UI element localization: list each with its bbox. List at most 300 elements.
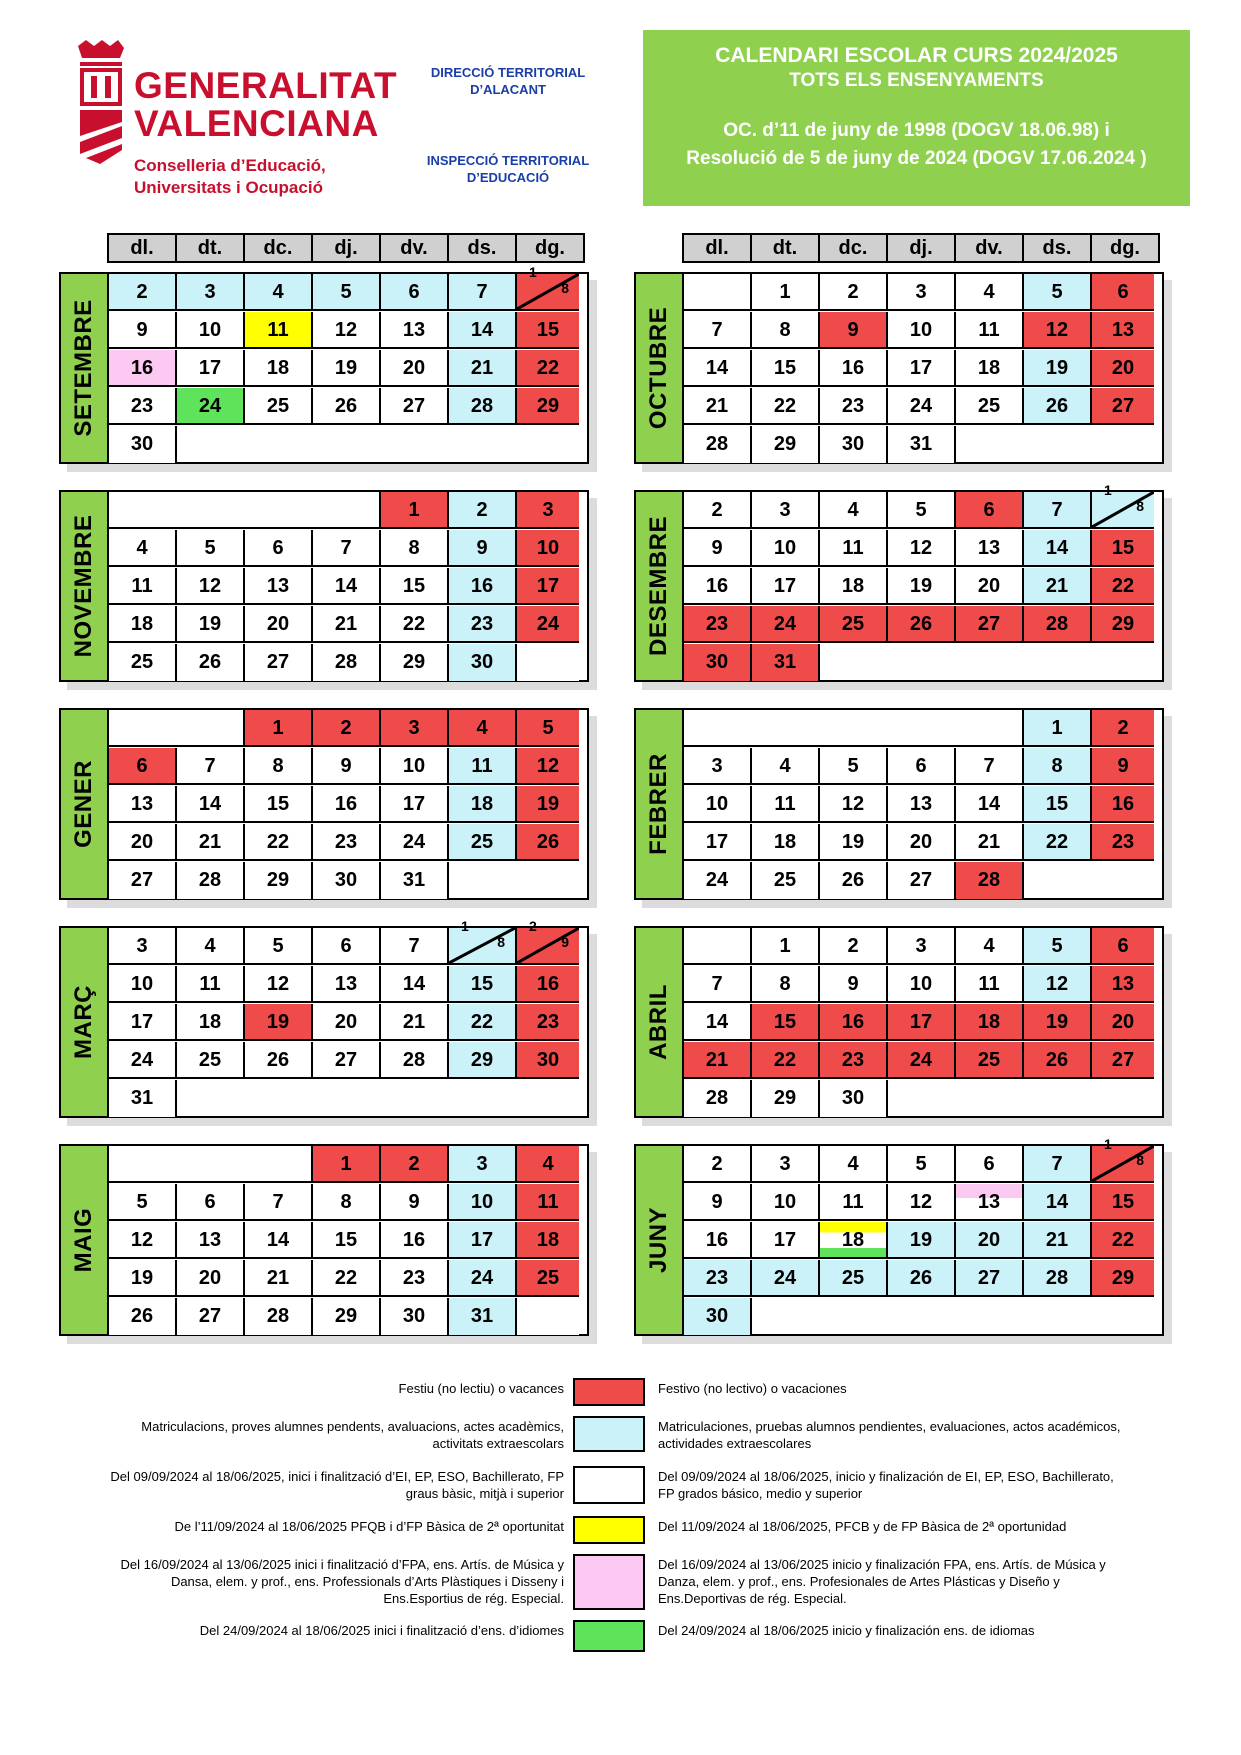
day-cell: 4 xyxy=(820,1146,888,1183)
day-cell: 20 xyxy=(888,824,956,861)
day-cell: 15 xyxy=(1092,530,1154,567)
day-cell: 17 xyxy=(381,786,449,823)
calendar-title: CALENDARI ESCOLAR CURS 2024/2025 xyxy=(715,44,1118,67)
day-cell: 4 xyxy=(956,274,1024,311)
weekday-0: dl. xyxy=(684,235,752,261)
day-cell: 21 xyxy=(245,1260,313,1297)
day-cell: 14 xyxy=(449,312,517,349)
day-cell: 27 xyxy=(956,1260,1024,1297)
day-cell: 28 xyxy=(313,644,381,681)
legend-text-spanish: Matriculaciones, pruebas alumnos pendientes, evaluaciones, actos académicos, actividades extraescolares xyxy=(658,1419,1121,1451)
day-cell: 24 xyxy=(109,1042,177,1079)
day-cell: 3 xyxy=(177,274,245,311)
weekday-0: dl. xyxy=(109,235,177,261)
inspeccio-line1: INSPECCIÓ TERRITORIAL xyxy=(426,153,590,168)
day-cell: 12 xyxy=(313,312,381,349)
day-cell: 3 xyxy=(684,748,752,785)
month-days-grid xyxy=(682,1136,1164,1336)
month-days-grid xyxy=(107,918,589,1118)
month-days-grid xyxy=(682,272,1164,464)
day-cell: 7 xyxy=(313,530,381,567)
day-cell: 11 xyxy=(752,786,820,823)
day-cell xyxy=(517,918,579,965)
day-cell: 20 xyxy=(177,1260,245,1297)
split-day-divider xyxy=(1092,492,1154,527)
day-cell: 18 xyxy=(956,1004,1024,1041)
day-cell: 29 xyxy=(313,1298,381,1335)
month-name: ABRIL xyxy=(645,984,672,1060)
day-cell: 23 xyxy=(1092,824,1154,861)
day-cell: 19 xyxy=(888,568,956,605)
legend-swatch-blue xyxy=(573,1416,645,1452)
day-cell: 21 xyxy=(1024,568,1092,605)
day-cell: 17 xyxy=(888,1004,956,1041)
day-cell: 3 xyxy=(752,492,820,529)
day-cell: 15 xyxy=(1092,1184,1154,1221)
split-day-second: 8 xyxy=(497,934,505,950)
day-cell: 11 xyxy=(449,748,517,785)
day-cell: 16 xyxy=(449,568,517,605)
day-cell: 6 xyxy=(313,928,381,965)
empty-days xyxy=(752,1298,1162,1335)
day-cell: 13 xyxy=(1092,312,1154,349)
day-cell: 14 xyxy=(1024,530,1092,567)
month-abril xyxy=(634,926,1164,1118)
month-days-grid xyxy=(682,926,1164,1118)
day-cell: 16 xyxy=(684,568,752,605)
day-cell: 12 xyxy=(245,966,313,1003)
split-day-divider xyxy=(1092,1146,1154,1181)
day-cell: 15 xyxy=(381,568,449,605)
day-cell: 30 xyxy=(313,862,381,899)
day-cell: 20 xyxy=(1092,350,1154,387)
day-cell: 23 xyxy=(313,824,381,861)
day-cell xyxy=(1092,482,1154,529)
day-cell: 10 xyxy=(449,1184,517,1221)
day-cell: 24 xyxy=(684,862,752,899)
day-cell: 20 xyxy=(381,350,449,387)
day-cell: 9 xyxy=(820,966,888,1003)
day-cell: 25 xyxy=(820,1260,888,1297)
day-cell: 1 xyxy=(313,1146,381,1183)
day-cell: 12 xyxy=(517,748,579,785)
day-cell: 7 xyxy=(381,928,449,965)
day-cell: 10 xyxy=(888,966,956,1003)
day-cell: 16 xyxy=(313,786,381,823)
empty-days xyxy=(109,492,381,529)
day-cell: 13 xyxy=(956,1184,1024,1221)
day-cell: 27 xyxy=(177,1298,245,1335)
day-cell: 24 xyxy=(517,606,579,643)
legend-text-valencian: Del 16/09/2024 al 13/06/2025 inici i finalització d’FPA, ens. Artís. de Música y Dansa, elem. y prof., ens. Professionals d’Arts Plàstiques i Disseny i Ens.Esportius de rég. Especial. xyxy=(120,1557,564,1606)
weekday-2: dc. xyxy=(245,235,313,261)
day-cell: 10 xyxy=(381,748,449,785)
day-cell: 1 xyxy=(752,928,820,965)
day-cell: 18 xyxy=(109,606,177,643)
day-cell: 6 xyxy=(109,748,177,785)
split-day-second: 8 xyxy=(561,280,569,296)
day-cell: 19 xyxy=(888,1222,956,1259)
day-cell: 19 xyxy=(313,350,381,387)
legend-text-spanish: Festivo (no lectivo) o vacaciones xyxy=(658,1381,847,1396)
day-cell: 29 xyxy=(245,862,313,899)
day-cell: 27 xyxy=(956,606,1024,643)
month-name: NOVEMBRE xyxy=(70,514,97,658)
empty-days xyxy=(820,644,1162,681)
split-day-divider xyxy=(517,274,579,309)
weekday-header-left xyxy=(107,233,585,263)
day-cell: 16 xyxy=(684,1222,752,1259)
day-cell: 13 xyxy=(1092,966,1154,1003)
day-cell: 28 xyxy=(381,1042,449,1079)
conselleria-line1: Conselleria d’Educació, xyxy=(134,156,326,175)
day-cell: 26 xyxy=(109,1298,177,1335)
day-cell: 4 xyxy=(449,710,517,747)
title-box xyxy=(643,30,1190,206)
day-cell: 9 xyxy=(684,530,752,567)
generalitat-logo xyxy=(72,38,398,208)
day-cell: 8 xyxy=(752,312,820,349)
day-cell: 1 xyxy=(245,710,313,747)
day-cell: 17 xyxy=(449,1222,517,1259)
month-days-grid xyxy=(682,482,1164,682)
day-cell: 28 xyxy=(177,862,245,899)
day-cell: 11 xyxy=(517,1184,579,1221)
day-cell: 20 xyxy=(956,1222,1024,1259)
day-cell: 16 xyxy=(381,1222,449,1259)
day-cell: 30 xyxy=(820,1080,888,1117)
weekday-5: ds. xyxy=(1024,235,1092,261)
day-cell: 27 xyxy=(313,1042,381,1079)
day-cell: 29 xyxy=(381,644,449,681)
logo-text-line1: GENERALITAT xyxy=(134,65,398,106)
month-name: DESEMBRE xyxy=(645,515,672,657)
day-cell: 22 xyxy=(449,1004,517,1041)
month-gener xyxy=(59,708,589,900)
day-cell: 31 xyxy=(109,1080,177,1117)
day-cell: 2 xyxy=(1092,710,1154,747)
day-cell: 5 xyxy=(313,274,381,311)
day-cell: 28 xyxy=(684,426,752,463)
day-cell: 24 xyxy=(752,1260,820,1297)
day-cell: 16 xyxy=(820,1004,888,1041)
day-cell: 14 xyxy=(313,568,381,605)
day-cell xyxy=(1092,1136,1154,1183)
day-cell: 7 xyxy=(1024,1146,1092,1183)
coat-of-arms-icon xyxy=(72,38,130,166)
logo-text-line2: VALENCIANA xyxy=(134,103,379,144)
day-cell: 9 xyxy=(1092,748,1154,785)
legend-text-spanish: Del 16/09/2024 al 13/06/2025 inicio y finalización FPA, ens. Artís. de Música y Danza, elem. y prof., ens. Profesionales de Artes Plásticas y Diseño y Ens.Deportivas de rég. Especial. xyxy=(658,1557,1106,1606)
month-febrer xyxy=(634,708,1164,900)
day-cell: 6 xyxy=(245,530,313,567)
day-cell: 22 xyxy=(1024,824,1092,861)
day-cell: 9 xyxy=(820,312,888,349)
day-cell: 14 xyxy=(177,786,245,823)
day-cell: 26 xyxy=(245,1042,313,1079)
month-days-grid xyxy=(107,1144,589,1336)
day-cell: 28 xyxy=(956,862,1024,899)
day-cell: 25 xyxy=(820,606,888,643)
legend-swatch-yellow xyxy=(573,1516,645,1544)
day-cell: 30 xyxy=(517,1042,579,1079)
day-cell: 16 xyxy=(109,350,177,387)
month-name: FEBRER xyxy=(645,753,672,855)
legend-text-valencian: De l’11/09/2024 al 18/06/2025 PFQB i d’FP Bàsica de 2ª oportunitat xyxy=(174,1519,564,1534)
day-cell: 23 xyxy=(820,1042,888,1079)
day-cell: 19 xyxy=(517,786,579,823)
day-cell: 24 xyxy=(752,606,820,643)
legend-text-valencian: Del 09/09/2024 al 18/06/2025, inici i finalització d’EI, EP, ESO, Bachillerato, FP graus bàsic, mitjà i superior xyxy=(110,1469,564,1501)
month-maig xyxy=(59,1144,589,1336)
day-cell: 15 xyxy=(1024,786,1092,823)
day-cell: 23 xyxy=(517,1004,579,1041)
day-cell: 22 xyxy=(517,350,579,387)
day-cell: 18 xyxy=(820,1222,888,1259)
day-cell: 25 xyxy=(109,644,177,681)
day-cell: 15 xyxy=(449,966,517,1003)
day-cell: 8 xyxy=(245,748,313,785)
day-cell: 21 xyxy=(684,388,752,425)
day-cell: 6 xyxy=(1092,928,1154,965)
day-cell: 30 xyxy=(684,644,752,681)
day-cell: 2 xyxy=(381,1146,449,1183)
day-cell: 25 xyxy=(245,388,313,425)
day-cell: 24 xyxy=(449,1260,517,1297)
weekday-1: dt. xyxy=(177,235,245,261)
day-cell: 6 xyxy=(381,274,449,311)
day-cell: 13 xyxy=(313,966,381,1003)
weekday-4: dv. xyxy=(956,235,1024,261)
day-cell: 6 xyxy=(1092,274,1154,311)
day-cell: 3 xyxy=(109,928,177,965)
day-cell: 11 xyxy=(956,312,1024,349)
month-març xyxy=(59,918,589,1118)
weekday-3: dj. xyxy=(313,235,381,261)
day-cell: 28 xyxy=(245,1298,313,1335)
day-cell: 5 xyxy=(517,710,579,747)
day-cell: 6 xyxy=(956,1146,1024,1183)
day-cell: 14 xyxy=(684,1004,752,1041)
day-cell: 31 xyxy=(888,426,956,463)
legend-text-valencian: Del 24/09/2024 al 18/06/2025 inici i finalització d’ens. d’idiomes xyxy=(199,1623,564,1638)
day-cell: 26 xyxy=(888,606,956,643)
month-name: MAIG xyxy=(70,1207,97,1273)
day-cell: 23 xyxy=(684,1260,752,1297)
day-cell: 18 xyxy=(517,1222,579,1259)
day-cell: 10 xyxy=(888,312,956,349)
day-cell: 3 xyxy=(381,710,449,747)
inspeccio-line2: D’EDUCACIÓ xyxy=(466,170,550,185)
month-label xyxy=(634,1144,682,1336)
day-cell: 4 xyxy=(177,928,245,965)
day-cell: 27 xyxy=(381,388,449,425)
month-label xyxy=(634,490,682,682)
day-cell: 4 xyxy=(752,748,820,785)
day-cell: 24 xyxy=(888,1042,956,1079)
day-cell: 23 xyxy=(109,388,177,425)
day-cell: 5 xyxy=(109,1184,177,1221)
month-label xyxy=(59,708,107,900)
day-cell: 5 xyxy=(1024,928,1092,965)
day-cell: 21 xyxy=(381,1004,449,1041)
legend-swatch-red xyxy=(573,1378,645,1406)
day-cell: 13 xyxy=(381,312,449,349)
day-cell xyxy=(517,264,579,311)
day-cell: 21 xyxy=(177,824,245,861)
day-cell: 31 xyxy=(752,644,820,681)
day-cell: 2 xyxy=(684,1146,752,1183)
month-name: OCTUBRE xyxy=(645,306,672,430)
day-cell: 22 xyxy=(752,1042,820,1079)
empty-days xyxy=(449,862,587,899)
day-cell: 16 xyxy=(517,966,579,1003)
day-cell: 25 xyxy=(956,1042,1024,1079)
day-cell: 31 xyxy=(449,1298,517,1335)
month-label xyxy=(634,926,682,1118)
month-name: JUNY xyxy=(645,1206,672,1274)
day-cell: 7 xyxy=(449,274,517,311)
weekday-2: dc. xyxy=(820,235,888,261)
split-day-divider xyxy=(517,928,579,963)
day-cell: 17 xyxy=(177,350,245,387)
day-cell: 24 xyxy=(177,388,245,425)
day-cell: 28 xyxy=(684,1080,752,1117)
empty-days xyxy=(109,710,245,747)
day-cell: 6 xyxy=(956,492,1024,529)
day-cell: 17 xyxy=(517,568,579,605)
day-cell: 5 xyxy=(177,530,245,567)
day-cell: 2 xyxy=(449,492,517,529)
day-cell: 15 xyxy=(752,350,820,387)
empty-days xyxy=(684,274,752,311)
day-cell: 19 xyxy=(1024,350,1092,387)
day-cell: 23 xyxy=(381,1260,449,1297)
day-cell xyxy=(517,644,579,681)
day-cell: 29 xyxy=(752,1080,820,1117)
day-cell: 12 xyxy=(177,568,245,605)
day-cell: 10 xyxy=(684,786,752,823)
day-cell: 5 xyxy=(888,492,956,529)
weekday-4: dv. xyxy=(381,235,449,261)
day-cell: 29 xyxy=(752,426,820,463)
day-cell: 8 xyxy=(752,966,820,1003)
day-cell: 2 xyxy=(820,274,888,311)
day-cell: 3 xyxy=(517,492,579,529)
day-cell: 2 xyxy=(684,492,752,529)
day-cell: 21 xyxy=(1024,1222,1092,1259)
day-cell: 24 xyxy=(381,824,449,861)
conselleria-line2: Universitats i Ocupació xyxy=(134,178,323,197)
month-days-grid xyxy=(107,264,589,464)
day-cell: 15 xyxy=(517,312,579,349)
day-cell: 28 xyxy=(1024,1260,1092,1297)
day-cell: 21 xyxy=(449,350,517,387)
day-cell xyxy=(449,918,517,965)
day-cell: 13 xyxy=(109,786,177,823)
weekday-3: dj. xyxy=(888,235,956,261)
split-day-first: 1 xyxy=(1104,1136,1112,1152)
empty-days xyxy=(1024,862,1162,899)
day-cell: 3 xyxy=(888,928,956,965)
weekday-1: dt. xyxy=(752,235,820,261)
day-cell: 15 xyxy=(245,786,313,823)
weekday-6: dg. xyxy=(1110,237,1140,259)
direccio-line1: DIRECCIÓ TERRITORIAL xyxy=(430,65,586,80)
day-cell: 29 xyxy=(449,1042,517,1079)
direccio-line2: D’ALACANT xyxy=(470,82,546,97)
day-cell: 14 xyxy=(245,1222,313,1259)
day-cell: 23 xyxy=(820,388,888,425)
day-cell: 12 xyxy=(109,1222,177,1259)
day-cell: 16 xyxy=(820,350,888,387)
day-cell: 11 xyxy=(820,1184,888,1221)
empty-days xyxy=(177,426,587,463)
month-days-grid xyxy=(107,490,589,682)
calendar-subtitle: TOTS ELS ENSENYAMENTS xyxy=(789,70,1044,91)
day-cell: 21 xyxy=(313,606,381,643)
month-name: GENER xyxy=(70,760,97,848)
day-cell: 18 xyxy=(177,1004,245,1041)
day-cell: 25 xyxy=(956,388,1024,425)
regulation-line1: OC. d’11 de juny de 1998 (DOGV 18.06.98) i xyxy=(723,120,1110,141)
day-cell: 22 xyxy=(245,824,313,861)
day-cell: 4 xyxy=(956,928,1024,965)
day-cell: 18 xyxy=(245,350,313,387)
month-label xyxy=(59,272,107,464)
weekday-header-right xyxy=(682,233,1160,263)
day-cell: 13 xyxy=(888,786,956,823)
day-cell: 8 xyxy=(313,1184,381,1221)
day-cell: 26 xyxy=(820,862,888,899)
legend-text-spanish: Del 09/09/2024 al 18/06/2025, inicio y finalización de EI, EP, ESO, Bachillerato, FP grados básico, medio y superior xyxy=(658,1469,1114,1501)
day-cell: 4 xyxy=(109,530,177,567)
day-cell: 31 xyxy=(381,862,449,899)
day-cell: 4 xyxy=(245,274,313,311)
day-cell: 20 xyxy=(313,1004,381,1041)
day-cell: 13 xyxy=(177,1222,245,1259)
day-cell: 22 xyxy=(381,606,449,643)
empty-days xyxy=(888,1080,1162,1117)
day-cell: 26 xyxy=(313,388,381,425)
day-cell: 28 xyxy=(1024,606,1092,643)
day-cell: 6 xyxy=(177,1184,245,1221)
day-cell: 2 xyxy=(313,710,381,747)
month-label xyxy=(634,708,682,900)
empty-days xyxy=(177,1080,587,1117)
day-cell: 14 xyxy=(1024,1184,1092,1221)
day-cell: 30 xyxy=(109,426,177,463)
day-cell: 7 xyxy=(245,1184,313,1221)
day-cell: 2 xyxy=(820,928,888,965)
day-cell: 15 xyxy=(752,1004,820,1041)
day-cell: 5 xyxy=(1024,274,1092,311)
empty-days xyxy=(109,1146,313,1183)
day-cell: 4 xyxy=(517,1146,579,1183)
day-cell: 26 xyxy=(1024,1042,1092,1079)
day-cell: 11 xyxy=(245,312,313,349)
legend-swatch-green xyxy=(573,1620,645,1652)
day-cell: 12 xyxy=(888,1184,956,1221)
day-cell: 6 xyxy=(888,748,956,785)
split-day-first: 1 xyxy=(461,918,469,934)
day-cell: 8 xyxy=(1024,748,1092,785)
day-cell: 5 xyxy=(820,748,888,785)
day-cell: 17 xyxy=(752,568,820,605)
day-cell: 25 xyxy=(449,824,517,861)
day-cell: 12 xyxy=(820,786,888,823)
regulation-line2: Resolució de 5 de juny de 2024 (DOGV 17.06.2024 ) xyxy=(686,148,1147,169)
